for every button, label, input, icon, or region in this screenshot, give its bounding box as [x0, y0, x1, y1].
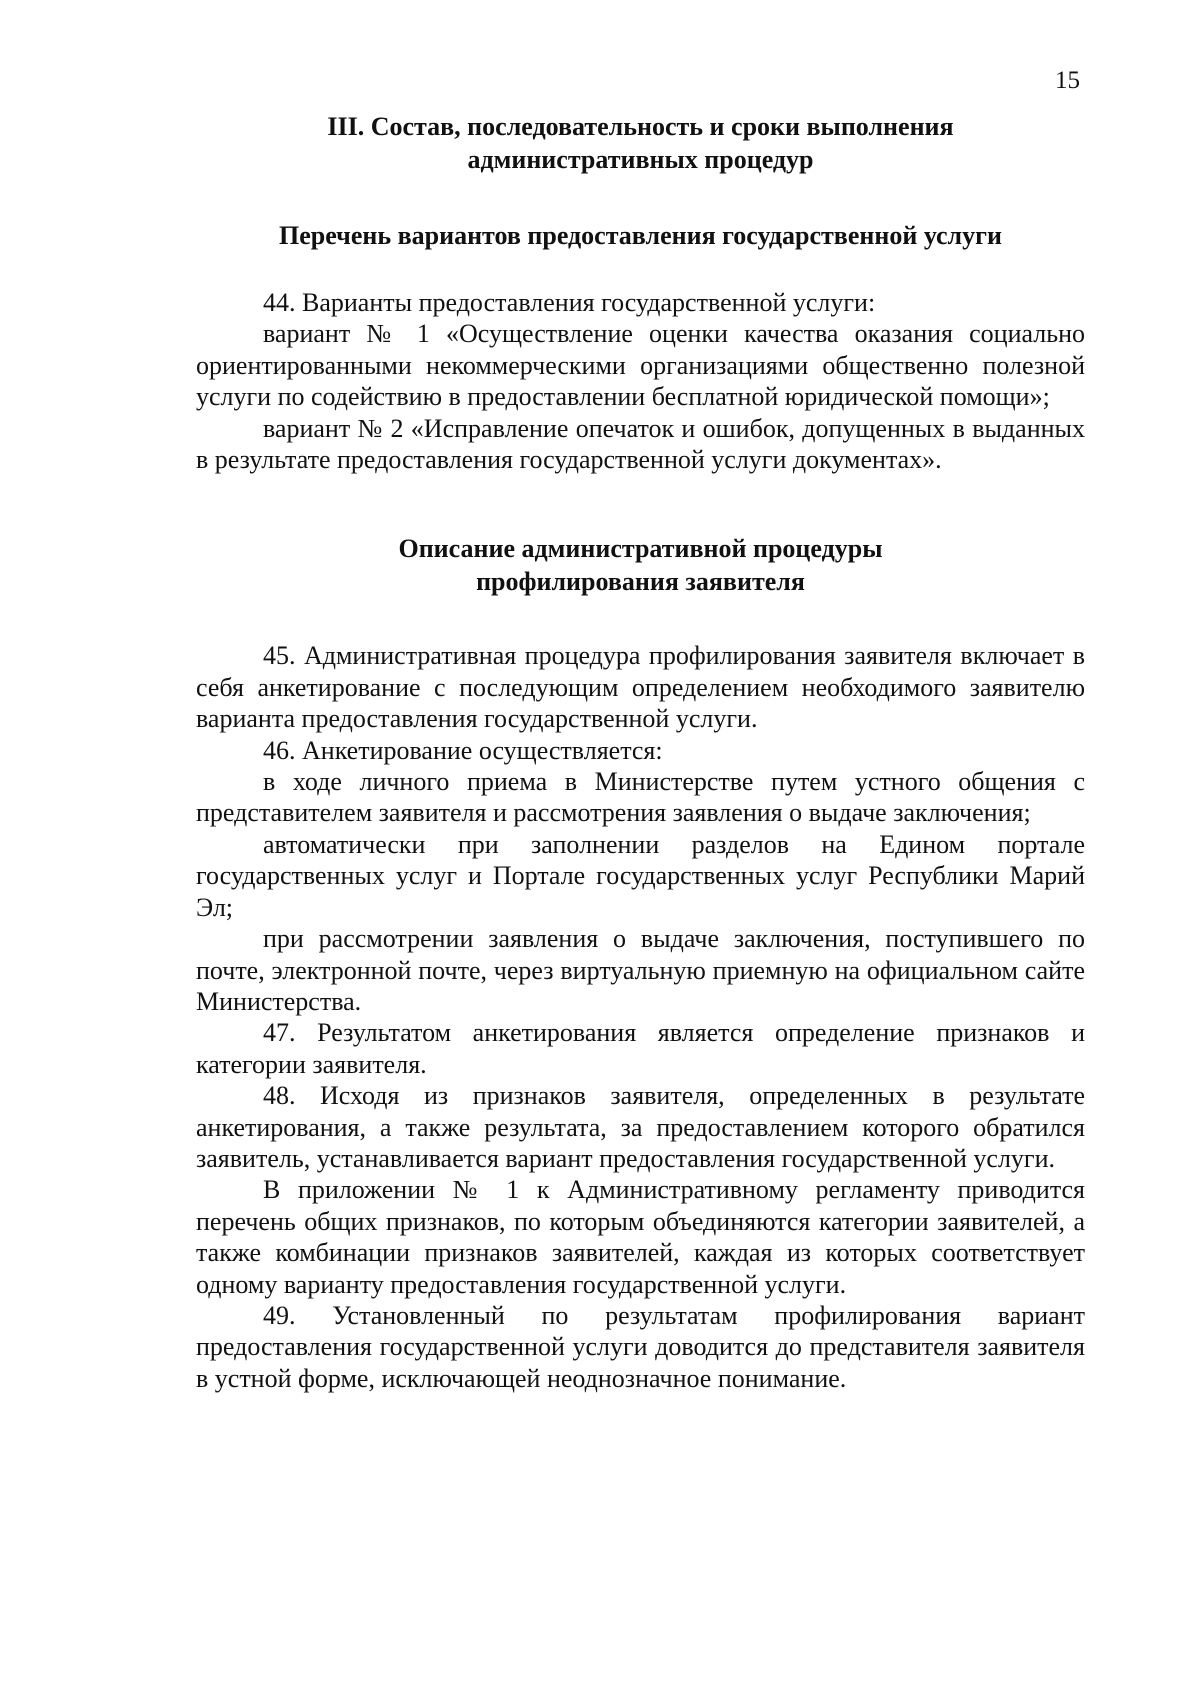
document-body	[196, 110, 1085, 1394]
paragraph-46-mail: при рассмотрении заявления о выдаче заключения, поступившего по почте, электронной почте, через виртуальную приемную на официальном сайте Министерства.	[196, 924, 1085, 1016]
paragraph-variant-1: вариант № 1 «Осуществление оценки качества оказания социально ориентированными некоммерческими организациями общественно полезной услуги по содействию в предоставлении бесплатной юридической помощи»;	[196, 319, 1085, 412]
paragraph-46-personal-reception: в ходе личного приема в Министерстве путем устного общения с представителем заявителя и рассмотрения заявления о выдаче заключения;	[196, 767, 1085, 828]
paragraph-44: 44. Варианты предоставления государственной услуги:	[263, 288, 876, 317]
paragraph-48-appendix: В приложении № 1 к Административному регламенту приводится перечень общих признаков, по которым объединяются категории заявителей, а также комбинации признаков заявителей, каждая из которых соответствует одному варианту предоставления государственной услуги.	[196, 1175, 1085, 1299]
procedure-heading	[196, 532, 1085, 598]
section-heading-line-2: административных процедур	[467, 145, 814, 174]
paragraph-variant-2: вариант № 2 «Исправление опечаток и ошибок, допущенных в выданных в результате предоставления государственной услуги документах».	[196, 413, 1085, 475]
section-heading-line-1: III. Состав, последовательность и сроки выполнения	[327, 112, 954, 141]
section-heading	[196, 110, 1085, 176]
paragraph-48: 48. Исходя из признаков заявителя, определенных в результате анкетирования, а также результата, за предоставлением которого обратился заявитель, устанавливается вариант предоставления государственной услуги.	[196, 1081, 1085, 1173]
procedure-heading-line-2: профилирования заявителя	[476, 567, 805, 597]
subsection-heading-variants: Перечень вариантов предоставления государственной услуги	[279, 221, 1002, 250]
paragraph-47: 47. Результатом анкетирования является определение признаков и категории заявителя.	[196, 1018, 1085, 1079]
paragraph-45: 45. Административная процедура профилирования заявителя включает в себя анкетирование с последующим определением необходимого заявителю варианта предоставления государственной услуги.	[196, 641, 1085, 734]
page-number: 15	[1055, 67, 1080, 94]
procedure-heading-line-1: Описание административной процедуры	[398, 534, 883, 564]
paragraph-49: 49. Установленный по результатам профилирования вариант предоставления государственной услуги доводится до представителя заявителя в устной форме, исключающей неоднозначное понимание.	[196, 1300, 1085, 1393]
paragraph-46-automatic: автоматически при заполнении разделов на Едином портале государственных услуг и Портале государственных услуг Республики Марий Эл;	[196, 829, 1085, 922]
paragraph-46: 46. Анкетирование осуществляется:	[263, 735, 663, 765]
